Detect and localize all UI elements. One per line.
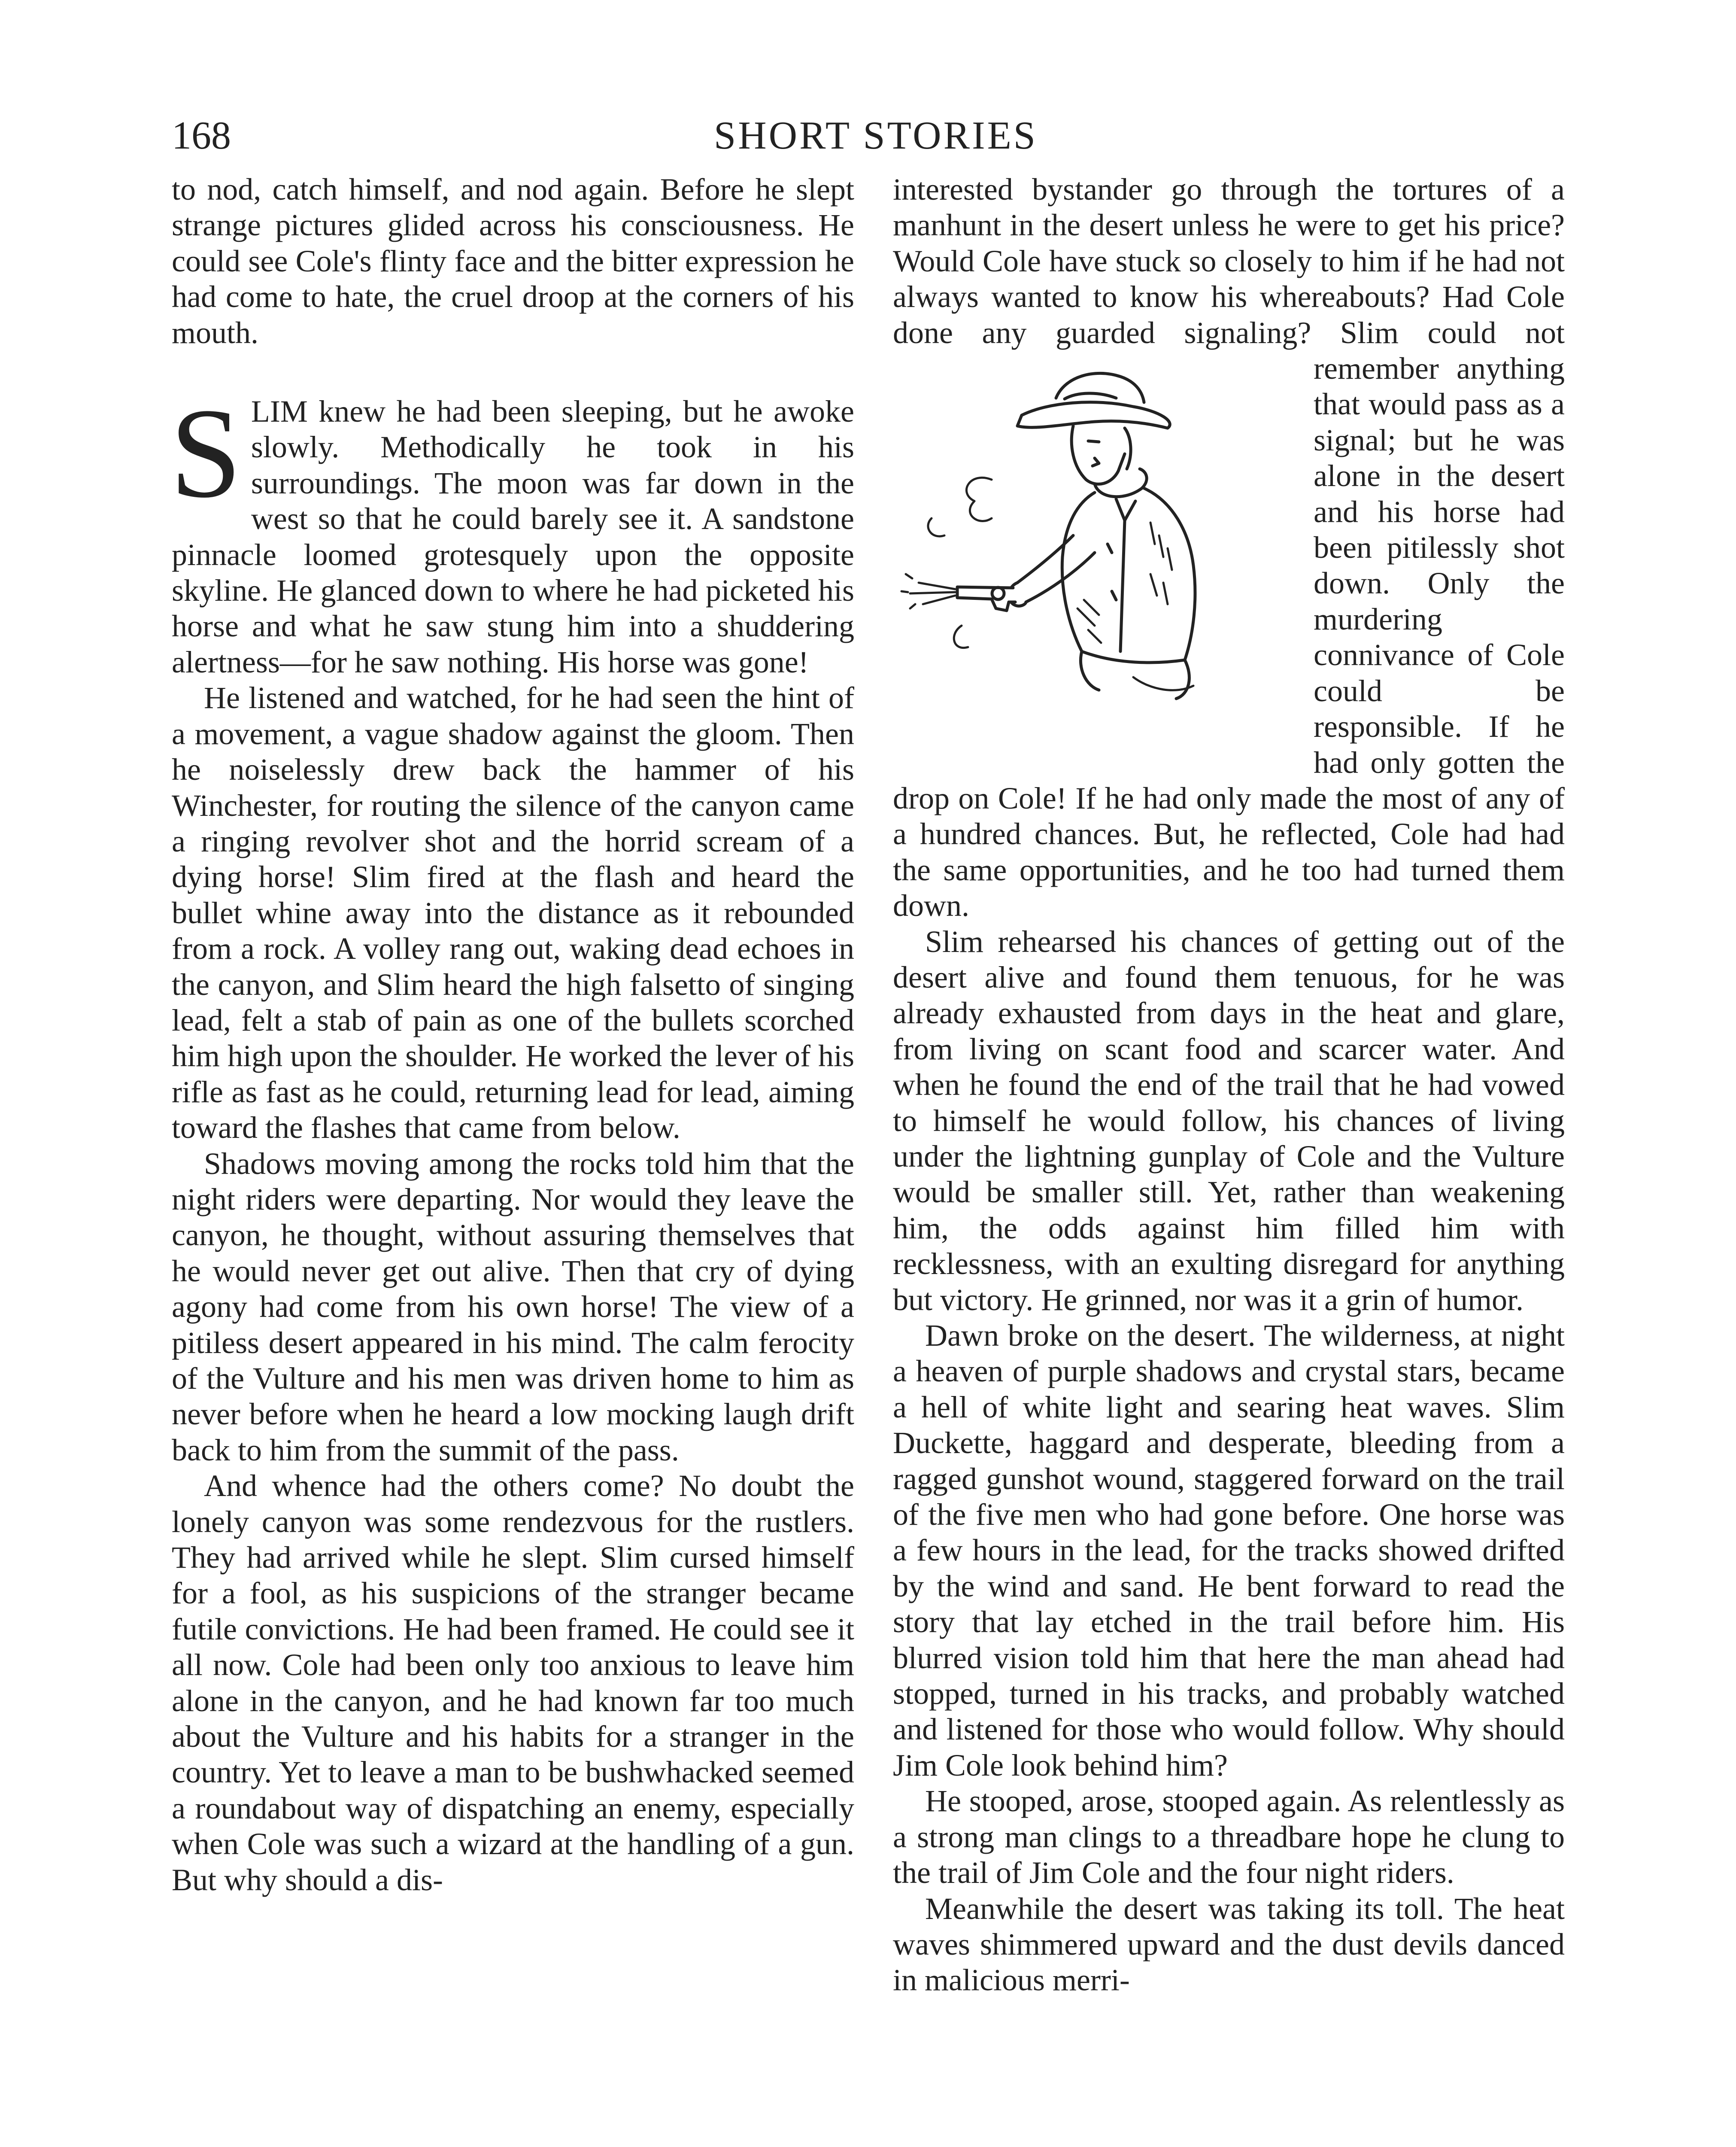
- paragraph-text: Slim could not remember anything that would pass as a signal; but he was alone in the desert and his horse had been pitilessly shot down. Only the murdering connivance of Cole could be responsible. If he had only gotten the drop on Cole! If he had only made the most of any of a hundred chances. But, he reflected, Cole had had the same opportunities, and he too had turned them down.: [893, 315, 1565, 923]
- paragraph: Dawn broke on the desert. The wilderness, at night a heaven of purple shadows and crystal stars, became a hell of white light and searing heat waves. Slim Duckette, haggard and desperate, bleeding from a ragged gunshot wound, staggered forward on the trail of the five men who had gone before. One horse was a few hours in the lead, for the tracks showed drifted by the wind and sand. He bent forward to read the story that lay etched in the trail before him. His blurred vision told him that here the man ahead had stopped, turned in his tracks, and probably watched and listened for those who would follow. Why should Jim Cole look behind him?: [893, 1318, 1565, 1782]
- paragraph: Meanwhile the desert was taking its toll. The heat waves shimmered upward and the dust devils danced in malicious merri-: [893, 1891, 1565, 1998]
- paragraph: to nod, catch himself, and nod again. Before he slept strange pictures glided across his consciousness. He could see Cole's flinty face and the bitter expression he had come to hate, the cruel droop at the corners of his mouth.: [172, 172, 854, 350]
- paragraph: Slim rehearsed his chances of getting out of the desert alive and found them tenuous, for he was already exhausted from days in the heat and glare, from living on scant food and scarcer water. And when he found the end of the trail that he had vowed to himself he would follow, his chances of living under the lightning gunplay of Cole and the Vulture would be smaller still. Yet, rather than weakening him, the odds against him filled him with recklessness, with an exulting disregard for anything but victory. He grinned, nor was it a grin of humor.: [893, 924, 1565, 1317]
- paragraph-with-illustration: [893, 172, 1565, 924]
- paragraph: He listened and watched, for he had seen the hint of a movement, a vague shadow against the gloom. Then he noiselessly drew back the hammer of his Winchester, for routing the silence of the canyon came a ringing revolver shot and the horrid scream of a dying horse! Slim fired at the flash and heard the bullet whine away into the distance as it rebounded from a rock. A volley rang out, waking dead echoes in the canyon, and Slim heard the high falsetto of singing lead, felt a stab of pain as one of the bullets scorched him high upon the shoulder. He worked the lever of his rifle as fast as he could, returning lead for lead, aiming toward the flashes that came from below.: [172, 681, 854, 1145]
- right-column: [893, 172, 1565, 1998]
- drop-cap: S: [170, 382, 242, 525]
- page-number: 168: [172, 113, 231, 157]
- paragraph-text-before-illustration: interested bystander go through the tortures of a manhunt in the desert unless he were to get his price? Would Cole have stuck so closely to him if he had not always wanted to know his whereabouts? Had Cole done any guarded signaling?: [893, 172, 1565, 350]
- cowboy-firing-revolver-icon: [893, 351, 1305, 763]
- page-header: [172, 105, 1580, 165]
- running-title: SHORT STORIES: [714, 113, 1038, 157]
- paragraph: And whence had the others come? No doubt the lonely canyon was some rendezvous for the rustlers. They had arrived while he slept. Slim cursed himself for a fool, as his suspicions of the stranger became futile convictions. He had been framed. He could see it all now. Cole had been only too anxious to leave him alone in the canyon, and he had known far too much about the Vulture and his habits for a stranger in the country. Yet to leave a man to be bushwhacked seemed a roundabout way of dispatching an enemy, especially when Cole was such a wizard at the handling of a gun. But why should a dis-: [172, 1469, 854, 1897]
- paragraph: He stooped, arose, stooped again. As relentlessly as a strong man clings to a threadbare hope he clung to the trail of Jim Cole and the four night riders.: [893, 1784, 1565, 1890]
- section-opening-paragraph: [170, 382, 854, 680]
- paragraph: Shadows moving among the rocks told him that the night riders were departing. Nor would they leave the canyon, he thought, without assuring themselves that he would never get out alive. Then that cry of dying agony had come from his own horse! The view of a pitiless desert appeared in his mind. The calm ferocity of the Vulture and his men was driven home to him as never before when he heard a low mocking laugh drift back to him from the summit of the pass.: [172, 1146, 854, 1467]
- paragraph-text: LIM knew he had been sleeping, but he awoke slowly. Methodically he took in his surroundings. The moon was far down in the west so that he could barely see it. A sandstone pinnacle loomed grotesquely upon the opposite skyline. He glanced down to where he had picketed his horse and what he saw stung him into a shuddering alertness—for he saw nothing. His horse was gone!: [172, 394, 854, 679]
- left-column: [172, 172, 854, 1898]
